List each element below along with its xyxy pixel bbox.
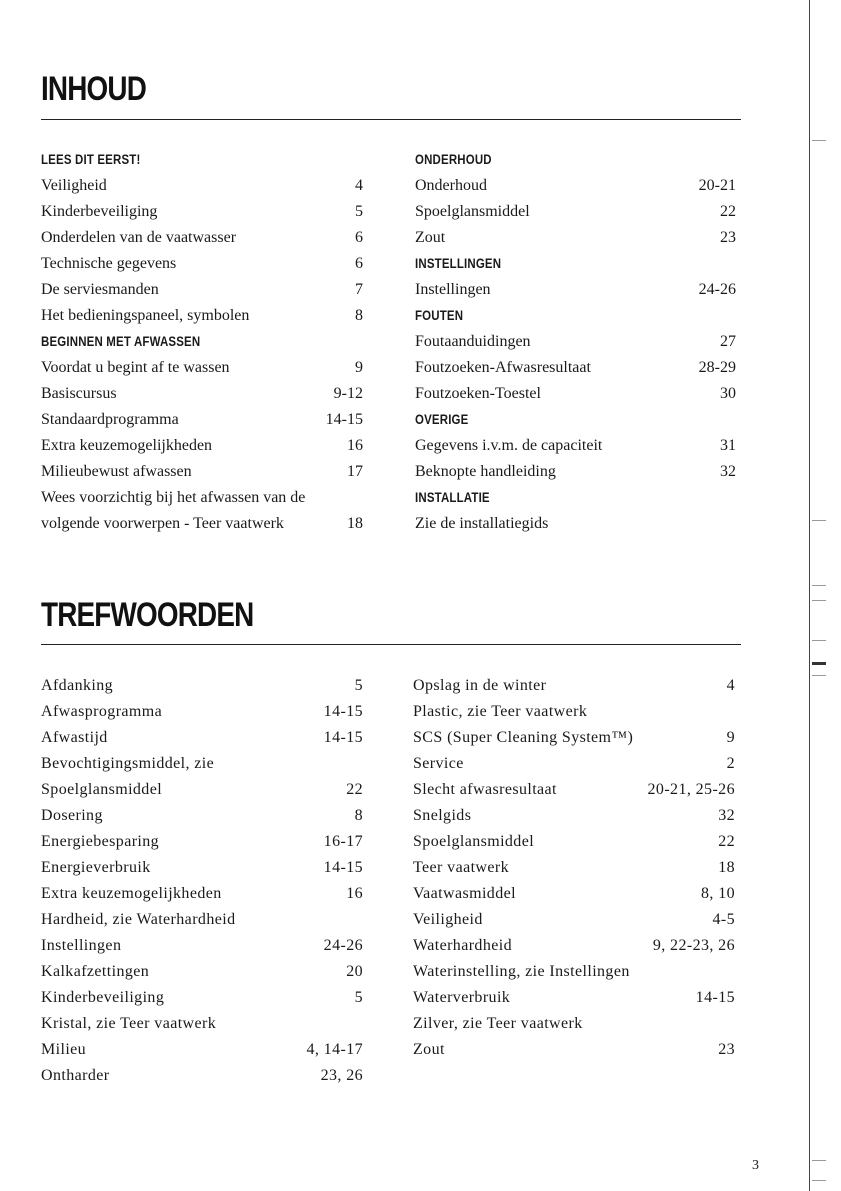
entry-text: Wees voorzichtig bij het afwassen van de <box>41 489 306 506</box>
entry-text: Spoelglansmiddel <box>41 781 163 798</box>
entry-text: Foutzoeken-Toestel <box>415 385 541 402</box>
entry-text: Technische gegevens <box>41 255 177 272</box>
entry-row <box>413 751 735 777</box>
entry-text: Kinderbeveiliging <box>41 203 158 220</box>
entry-text: Teer vaatwerk <box>413 859 510 876</box>
entry-text: Beknopte handleiding <box>415 463 556 480</box>
entry-row <box>413 1037 735 1063</box>
entry-row <box>413 673 735 699</box>
entry-page: 14-15 <box>695 989 735 1006</box>
entry-text: Extra keuzemogelijkheden <box>41 437 213 454</box>
edge-mark <box>812 1160 826 1161</box>
entry-page: 20-21 <box>698 177 736 194</box>
edge-mark <box>812 140 826 141</box>
entry-page: 5 <box>354 989 363 1006</box>
entry-page: 9-12 <box>333 385 363 402</box>
section-heading-label: OVERIGE <box>415 412 469 427</box>
edge-mark <box>812 520 826 521</box>
entry-row <box>41 725 363 751</box>
entry-page: 7 <box>355 281 363 298</box>
section-heading-label: FOUTEN <box>415 308 464 323</box>
entry-page: 16 <box>347 437 363 454</box>
entry-text: Veiligheid <box>413 911 483 928</box>
edge-mark <box>812 662 826 665</box>
entry-text: Onderhoud <box>415 177 487 194</box>
entry-text: Standaardprogramma <box>41 411 179 428</box>
section-heading-label: LEES DIT EERST! <box>41 152 141 167</box>
section-heading <box>41 329 363 355</box>
entry-row <box>413 699 735 725</box>
entry-text: Zilver, zie Teer vaatwerk <box>413 1015 583 1032</box>
contents-left-column <box>41 147 363 537</box>
entry-row <box>41 959 363 985</box>
entry-page: 4 <box>726 677 735 694</box>
entry-row <box>415 381 736 407</box>
entry-page: 23, 26 <box>320 1067 363 1084</box>
edge-mark <box>812 585 826 586</box>
keywords-title: TREFWOORDEN <box>41 596 254 634</box>
entry-row <box>41 303 363 329</box>
entry-page: 22 <box>718 833 735 850</box>
entry-page: 18 <box>347 515 363 532</box>
entry-row <box>413 985 735 1011</box>
entry-page: 24-26 <box>323 937 363 954</box>
entry-text: Basiscursus <box>41 385 117 402</box>
entry-row <box>413 725 735 751</box>
entry-text: Afwastijd <box>41 729 108 746</box>
entry-page: 20-21, 25-26 <box>647 781 735 798</box>
page-number: 3 <box>752 1158 759 1173</box>
entry-page: 14-15 <box>323 703 363 720</box>
edge-mark <box>812 1180 826 1181</box>
entry-text: Veiligheid <box>41 177 107 194</box>
entry-row <box>41 933 363 959</box>
entry-page: 5 <box>354 677 363 694</box>
entry-page: 27 <box>720 333 736 350</box>
entry-text: Kalkafzettingen <box>41 963 150 980</box>
entry-page: 32 <box>720 463 736 480</box>
entry-text: Zout <box>415 229 446 246</box>
entry-row <box>41 511 363 537</box>
entry-row <box>41 173 363 199</box>
entry-text: Waterverbruik <box>413 989 511 1006</box>
entry-page: 4-5 <box>712 911 735 928</box>
section-heading <box>415 407 736 433</box>
entry-text: Het bedieningspaneel, symbolen <box>41 307 250 324</box>
keywords-left-column <box>41 673 363 1089</box>
entry-text: Gegevens i.v.m. de capaciteit <box>415 437 603 454</box>
entry-row <box>41 407 363 433</box>
entry-page: 18 <box>718 859 735 876</box>
keywords-rule <box>41 644 741 645</box>
entry-page: 16-17 <box>323 833 363 850</box>
entry-page: 8 <box>354 807 363 824</box>
entry-row <box>413 803 735 829</box>
entry-text: Slecht afwasresultaat <box>413 781 557 798</box>
contents-rule <box>41 119 741 120</box>
entry-text: Hardheid, zie Waterhardheid <box>41 911 236 928</box>
entry-text: Spoelglansmiddel <box>413 833 535 850</box>
entry-page: 4, 14-17 <box>306 1041 363 1058</box>
entry-page: 5 <box>355 203 363 220</box>
entry-text: Waterhardheid <box>413 937 512 954</box>
entry-text: Plastic, zie Teer vaatwerk <box>413 703 588 720</box>
entry-page: 2 <box>726 755 735 772</box>
entry-page: 23 <box>720 229 736 246</box>
entry-row <box>415 329 736 355</box>
entry-text: Milieubewust afwassen <box>41 463 192 480</box>
entry-row <box>41 381 363 407</box>
entry-row <box>415 199 736 225</box>
entry-row <box>415 511 736 537</box>
entry-text: Kristal, zie Teer vaatwerk <box>41 1015 217 1032</box>
entry-page: 32 <box>718 807 735 824</box>
entry-row <box>41 1063 363 1089</box>
entry-page: 8, 10 <box>701 885 735 902</box>
entry-row <box>415 459 736 485</box>
section-heading <box>41 147 363 173</box>
entry-page: 28-29 <box>698 359 736 376</box>
entry-row <box>41 433 363 459</box>
entry-page: 22 <box>346 781 363 798</box>
entry-page: 24-26 <box>698 281 736 298</box>
entry-row <box>41 485 363 511</box>
entry-page: 20 <box>346 963 363 980</box>
entry-row <box>413 881 735 907</box>
entry-row <box>41 251 363 277</box>
entry-row <box>415 173 736 199</box>
entry-row <box>41 459 363 485</box>
entry-row <box>41 881 363 907</box>
entry-text: Snelgids <box>413 807 472 824</box>
entry-page: 9, 22-23, 26 <box>652 937 735 954</box>
entry-text: Instellingen <box>41 937 122 954</box>
entry-text: Instellingen <box>415 281 491 298</box>
entry-text: Extra keuzemogelijkheden <box>41 885 222 902</box>
entry-row <box>413 777 735 803</box>
entry-page: 9 <box>726 729 735 746</box>
entry-page: 9 <box>355 359 363 376</box>
entry-row <box>41 673 363 699</box>
entry-row <box>41 829 363 855</box>
entry-page: 31 <box>720 437 736 454</box>
entry-row <box>415 433 736 459</box>
entry-text: Onderdelen van de vaatwasser <box>41 229 237 246</box>
entry-text: Bevochtigingsmiddel, zie <box>41 755 215 772</box>
entry-row <box>413 1011 735 1037</box>
section-heading-label: BEGINNEN MET AFWASSEN <box>41 334 201 349</box>
entry-row <box>415 277 736 303</box>
edge-mark <box>812 675 826 676</box>
entry-row <box>41 855 363 881</box>
entry-text: Energiebesparing <box>41 833 160 850</box>
entry-row <box>41 751 363 777</box>
entry-row <box>415 355 736 381</box>
entry-row <box>41 699 363 725</box>
entry-page: 6 <box>355 229 363 246</box>
entry-row <box>41 277 363 303</box>
contents-title: INHOUD <box>41 70 147 108</box>
entry-row <box>41 985 363 1011</box>
entry-text: Spoelglansmiddel <box>415 203 530 220</box>
entry-text: Dosering <box>41 807 103 824</box>
entry-row <box>41 907 363 933</box>
entry-text: Milieu <box>41 1041 87 1058</box>
section-heading <box>415 303 736 329</box>
section-heading-label: ONDERHOUD <box>415 152 492 167</box>
edge-mark <box>812 600 826 601</box>
entry-text: De serviesmanden <box>41 281 159 298</box>
contents-right-column <box>415 147 736 537</box>
entry-page: 6 <box>355 255 363 272</box>
entry-text: Service <box>413 755 464 772</box>
entry-row <box>413 933 735 959</box>
entry-text: Foutaanduidingen <box>415 333 531 350</box>
entry-text: Ontharder <box>41 1067 110 1084</box>
entry-page: 16 <box>346 885 363 902</box>
entry-row <box>41 225 363 251</box>
page-edge-line <box>809 0 810 1191</box>
entry-text: SCS (Super Cleaning System™) <box>413 729 634 746</box>
entry-text: volgende voorwerpen - Teer vaatwerk <box>41 515 284 532</box>
entry-text: Afdanking <box>41 677 114 694</box>
entry-row <box>413 855 735 881</box>
entry-text: Kinderbeveiliging <box>41 989 165 1006</box>
entry-text: Opslag in de winter <box>413 677 547 694</box>
entry-text: Zie de installatiegids <box>415 515 549 532</box>
edge-mark <box>812 640 826 641</box>
entry-text: Afwasprogramma <box>41 703 163 720</box>
entry-text: Vaatwasmiddel <box>413 885 516 902</box>
keywords-right-column <box>413 673 735 1063</box>
entry-row <box>41 199 363 225</box>
section-heading-label: INSTALLATIE <box>415 490 490 505</box>
entry-row <box>41 803 363 829</box>
entry-text: Voordat u begint af te wassen <box>41 359 230 376</box>
entry-page: 14-15 <box>325 411 363 428</box>
entry-text: Energieverbruik <box>41 859 151 876</box>
entry-row <box>41 355 363 381</box>
section-heading <box>415 251 736 277</box>
entry-row <box>415 225 736 251</box>
entry-text: Waterinstelling, zie Instellingen <box>413 963 630 980</box>
entry-page: 30 <box>720 385 736 402</box>
entry-row <box>41 777 363 803</box>
entry-row <box>413 829 735 855</box>
section-heading-label: INSTELLINGEN <box>415 256 502 271</box>
entry-row <box>413 907 735 933</box>
entry-page: 14-15 <box>323 859 363 876</box>
entry-row <box>413 959 735 985</box>
entry-text: Foutzoeken-Afwasresultaat <box>415 359 591 376</box>
entry-page: 22 <box>720 203 736 220</box>
entry-page: 17 <box>347 463 363 480</box>
entry-page: 23 <box>718 1041 735 1058</box>
entry-page: 8 <box>355 307 363 324</box>
entry-page: 14-15 <box>323 729 363 746</box>
section-heading <box>415 147 736 173</box>
entry-row <box>41 1011 363 1037</box>
entry-text: Zout <box>413 1041 445 1058</box>
entry-row <box>41 1037 363 1063</box>
entry-page: 4 <box>355 177 363 194</box>
section-heading <box>415 485 736 511</box>
